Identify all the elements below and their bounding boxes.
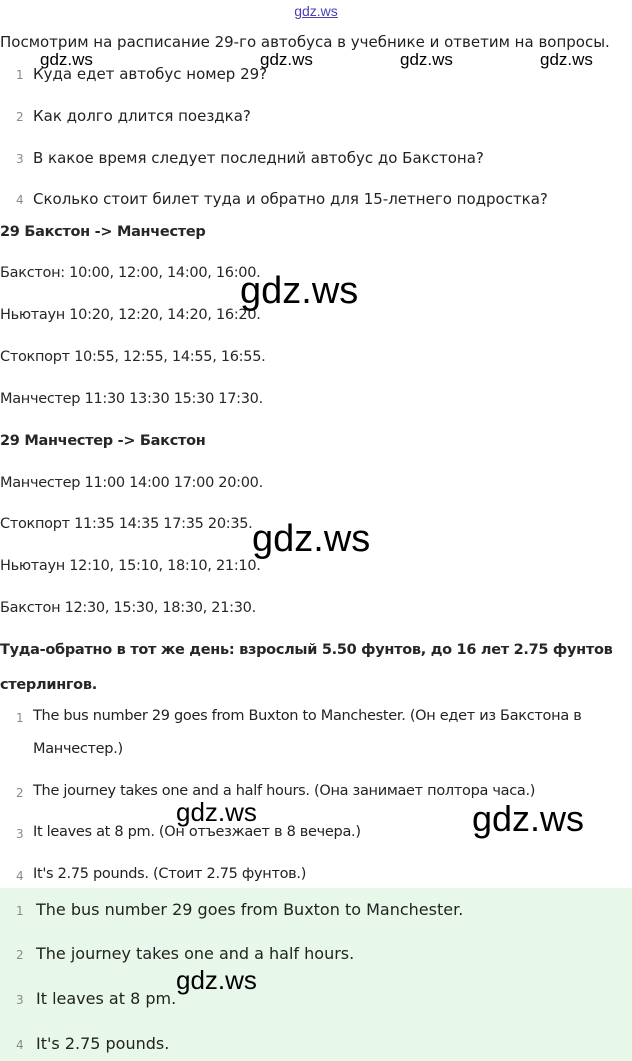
- list-text: The bus number 29 goes from Buxton to Manchester.: [36, 900, 464, 919]
- list-number: 1: [16, 711, 24, 725]
- schedule-heading: 29 Манчестер -> Бакстон: [0, 433, 206, 449]
- list-text: It leaves at 8 pm.: [36, 989, 177, 1008]
- list-text: Куда едет автобус номер 29?: [33, 65, 268, 83]
- list-text: Манчестер.): [33, 741, 123, 757]
- schedule-row: Манчестер 11:00 14:00 17:00 20:00.: [0, 475, 263, 491]
- schedule-row: Бакстон: 10:00, 12:00, 14:00, 16:00.: [0, 265, 261, 281]
- schedule-row: Стокпорт 11:35 14:35 17:35 20:35.: [0, 516, 253, 532]
- watermark: gdz.ws: [260, 50, 313, 69]
- schedule-row: Стокпорт 10:55, 12:55, 14:55, 16:55.: [0, 349, 266, 365]
- watermark: gdz.ws: [40, 50, 93, 69]
- list-number: 1: [16, 68, 24, 82]
- list-number: 3: [16, 152, 24, 166]
- list-text: Сколько стоит билет туда и обратно для 15-летнего подростка?: [33, 190, 548, 208]
- fare-text: стерлингов.: [0, 677, 97, 693]
- schedule-row: Ньютаун 12:10, 15:10, 18:10, 21:10.: [0, 558, 261, 574]
- site-watermark-link[interactable]: gdz.ws: [294, 3, 338, 19]
- watermark: gdz.ws: [540, 50, 593, 69]
- list-text: В какое время следует последний автобус до Бакстона?: [33, 149, 484, 167]
- list-text: It leaves at 8 pm. (Он отъезжает в 8 вечера.): [33, 824, 361, 840]
- schedule-row: Бакстон 12:30, 15:30, 18:30, 21:30.: [0, 600, 256, 616]
- watermark: gdz.ws: [472, 798, 585, 839]
- watermark: gdz.ws: [240, 270, 359, 312]
- list-text: Как долго длится поездка?: [33, 107, 251, 125]
- list-number: 2: [16, 948, 24, 962]
- watermark: gdz.ws: [176, 797, 257, 827]
- list-number: 4: [16, 193, 24, 207]
- list-number: 2: [16, 110, 24, 124]
- list-number: 2: [16, 786, 24, 800]
- intro-text: Посмотрим на расписание 29-го автобуса в учебнике и ответим на вопросы.: [0, 33, 610, 51]
- watermark: gdz.ws: [176, 965, 257, 995]
- schedule-row: Ньютаун 10:20, 12:20, 14:20, 16:20.: [0, 307, 261, 323]
- list-number: 4: [16, 869, 24, 883]
- list-text: The bus number 29 goes from Buxton to Manchester. (Он едет из Бакстона в: [33, 708, 582, 724]
- list-text: It's 2.75 pounds.: [36, 1034, 170, 1053]
- fare-text: Туда-обратно в тот же день: взрослый 5.50 фунтов, до 16 лет 2.75 фунтов: [0, 642, 613, 658]
- schedule-row: Манчестер 11:30 13:30 15:30 17:30.: [0, 391, 263, 407]
- list-number: 4: [16, 1038, 24, 1052]
- list-number: 3: [16, 827, 24, 841]
- list-number: 1: [16, 904, 24, 918]
- schedule-heading: 29 Бакстон -> Манчестер: [0, 224, 206, 240]
- list-text: The journey takes one and a half hours.: [36, 944, 355, 963]
- list-text: The journey takes one and a half hours. (Она занимает полтора часа.): [33, 783, 536, 799]
- list-number: 3: [16, 993, 24, 1007]
- list-text: It's 2.75 pounds. (Стоит 2.75 фунтов.): [33, 866, 307, 882]
- watermark: gdz.ws: [252, 518, 371, 560]
- watermark: gdz.ws: [400, 50, 453, 69]
